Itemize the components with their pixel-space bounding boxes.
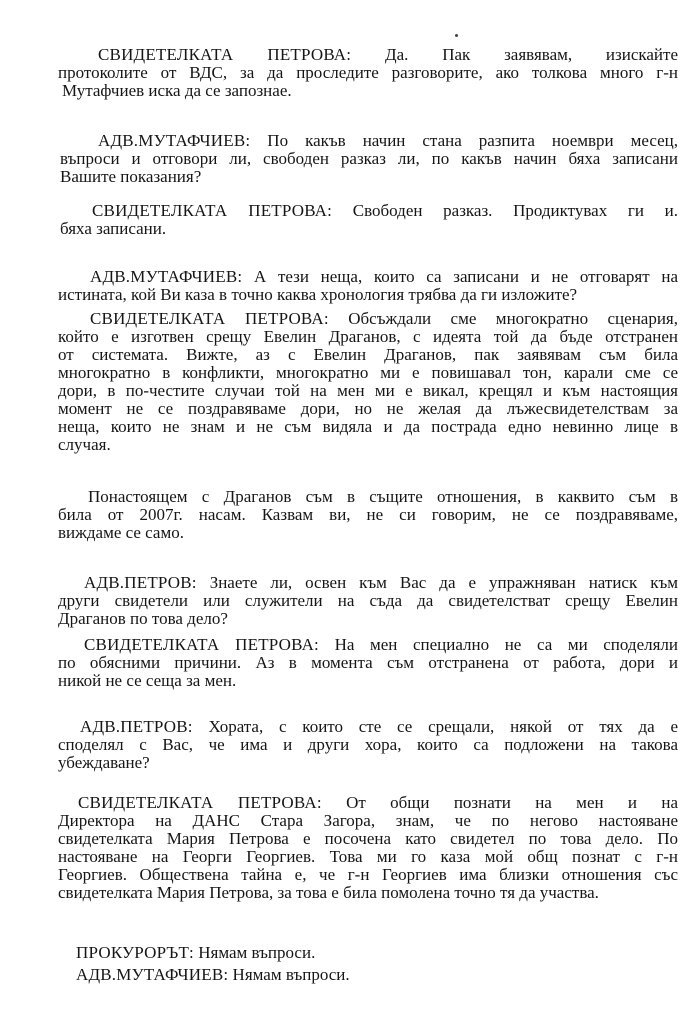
first-line — [58, 268, 678, 286]
speaker-label: АДВ.МУТАФЧИЕВ: — [76, 965, 229, 984]
paragraph-witness-petrova-1 — [58, 46, 678, 100]
speaker-label: ПРОКУРОРЪТ: — [76, 943, 194, 962]
line-text: многократно в конфликти, многократно ми е повишавал тон, карали сме се — [58, 363, 678, 382]
paragraph-witness-petrova-5 — [58, 794, 678, 902]
paragraph-prosecutor — [58, 944, 678, 962]
paragraph-adv-mutafchiev-1 — [58, 132, 678, 186]
line-text: който е изготвен срещу Евелин Драганов, с идеята той да бъде отстранен — [58, 327, 678, 346]
speaker-label: СВИДЕТЕЛКАТА ПЕТРОВА: — [92, 201, 333, 220]
line-text: Понастоящем с Драганов съм в същите отношения, в каквито съм в — [88, 487, 678, 506]
line-text: момент не се поздравяваме дори, но не желая да лъжесвидетелствам за — [58, 399, 678, 418]
line-text: Да. Пак заявявам, изискайте — [385, 45, 678, 64]
first-line — [58, 944, 678, 962]
line-text: Вашите показания? — [60, 167, 202, 186]
first-line — [58, 132, 678, 150]
line-text: Нямам въпроси. — [232, 965, 350, 984]
line-text: била от 2007г. насам. Казвам ви, не си говорим, не се поздравяваме, — [58, 505, 678, 524]
paragraph-adv-petrov-1 — [58, 574, 678, 628]
line-text: А тези неща, които са записани и не отговарят на — [254, 267, 679, 286]
line-text: Драганов по това дело? — [58, 609, 228, 628]
first-line — [58, 636, 678, 654]
speaker-label: АДВ.ПЕТРОВ: — [80, 717, 193, 736]
first-line — [58, 794, 678, 812]
line-text: Обсъждали сме многократно сценария, — [348, 309, 679, 328]
speaker-label: АДВ.МУТАФЧИЕВ: — [90, 267, 243, 286]
paragraph-continuation — [58, 488, 678, 542]
line-text: Знаете ли, освен към Вас да е упражняван натиск към — [209, 573, 678, 592]
speaker-label: СВИДЕТЕЛКАТА ПЕТРОВА: — [84, 635, 319, 654]
line-text: От общи познати на мен и на — [346, 793, 679, 812]
first-line — [58, 46, 678, 64]
paragraph-adv-mutafchiev-3 — [58, 966, 678, 984]
line-text: На мен специално не са ми споделяли — [334, 635, 678, 654]
speaker-label: АДВ.ПЕТРОВ: — [84, 573, 197, 592]
line-text: никой не се сеща за мен. — [58, 671, 237, 690]
line-text: протоколите от ВДС, за да проследите разговорите, ако толкова много г-н — [58, 63, 678, 82]
first-line — [58, 718, 678, 736]
line-text: други свидетели или служители на съда да свидетелстват срещу Евелин — [58, 591, 678, 610]
first-line — [58, 574, 678, 592]
line-text: бяха записани. — [60, 219, 167, 238]
line-text: въпроси и отговори ли, свободен разказ ли, по какъв начин бяха записани — [60, 149, 678, 168]
line-text: Георгиев. Обществена тайна е, че г-н Георгиев има близки отношения със — [58, 865, 678, 884]
line-text: споделял с Вас, че има и други хора, които са подложени на такова — [58, 735, 678, 754]
line-text: дори, в по-честите случаи той на мен ми е викал, крещял и към настоящия — [58, 381, 678, 400]
paragraph-adv-petrov-2 — [58, 718, 678, 772]
paragraph-witness-petrova-4 — [58, 636, 678, 690]
line-text: свидетелката Мария Петрова, за това е била помолена точно тя да участва. — [58, 883, 599, 902]
line-text: По какъв начин стана разпита ноември месец, — [267, 131, 678, 150]
line-text: Нямам въпроси. — [198, 943, 316, 962]
speaker-label: СВИДЕТЕЛКАТА ПЕТРОВА: — [98, 45, 352, 64]
line-text: по обясними причини. Аз в момента съм отстранена от работа, дори и — [58, 653, 678, 672]
speaker-label: АДВ.МУТАФЧИЕВ: — [98, 131, 251, 150]
line-text: Свободен разказ. Продиктувах ги и. — [352, 201, 678, 220]
line-text: убеждаване? — [58, 753, 150, 772]
line-text: Хората, с които сте се срещали, някой от тях да е — [208, 717, 678, 736]
line-text: Директора на ДАНС Стара Загора, знам, че по негово настояване — [58, 811, 678, 830]
paragraph-witness-petrova-3 — [58, 310, 678, 454]
line-text: настояване на Георги Георгиев. Това ми го каза мой общ познат с г-н — [58, 847, 678, 866]
line-text: неща, които не знам и не съм видяла и да пострада едно невинно лице в — [58, 417, 678, 436]
first-line — [58, 310, 678, 328]
speaker-label: СВИДЕТЕЛКАТА ПЕТРОВА: — [78, 793, 322, 812]
scan-speck — [455, 34, 458, 37]
line-text: виждаме се само. — [58, 523, 184, 542]
line-text: случая. — [58, 435, 111, 454]
first-line — [58, 202, 678, 220]
line-text: истината, кой Ви каза в точно каква хронология трябва да ги изложите? — [58, 285, 578, 304]
line-text: свидетелката Мария Петрова е посочена като свидетел по това дело. По — [58, 829, 678, 848]
first-line — [58, 966, 678, 984]
line-text: Мутафчиев иска да се запознае. — [62, 81, 292, 100]
line-text: от системата. Вижте, аз с Евелин Драганов, пак заявявам съм била — [58, 345, 678, 364]
speaker-label: СВИДЕТЕЛКАТА ПЕТРОВА: — [90, 309, 329, 328]
paragraph-witness-petrova-2 — [58, 202, 678, 238]
paragraph-adv-mutafchiev-2 — [58, 268, 678, 304]
